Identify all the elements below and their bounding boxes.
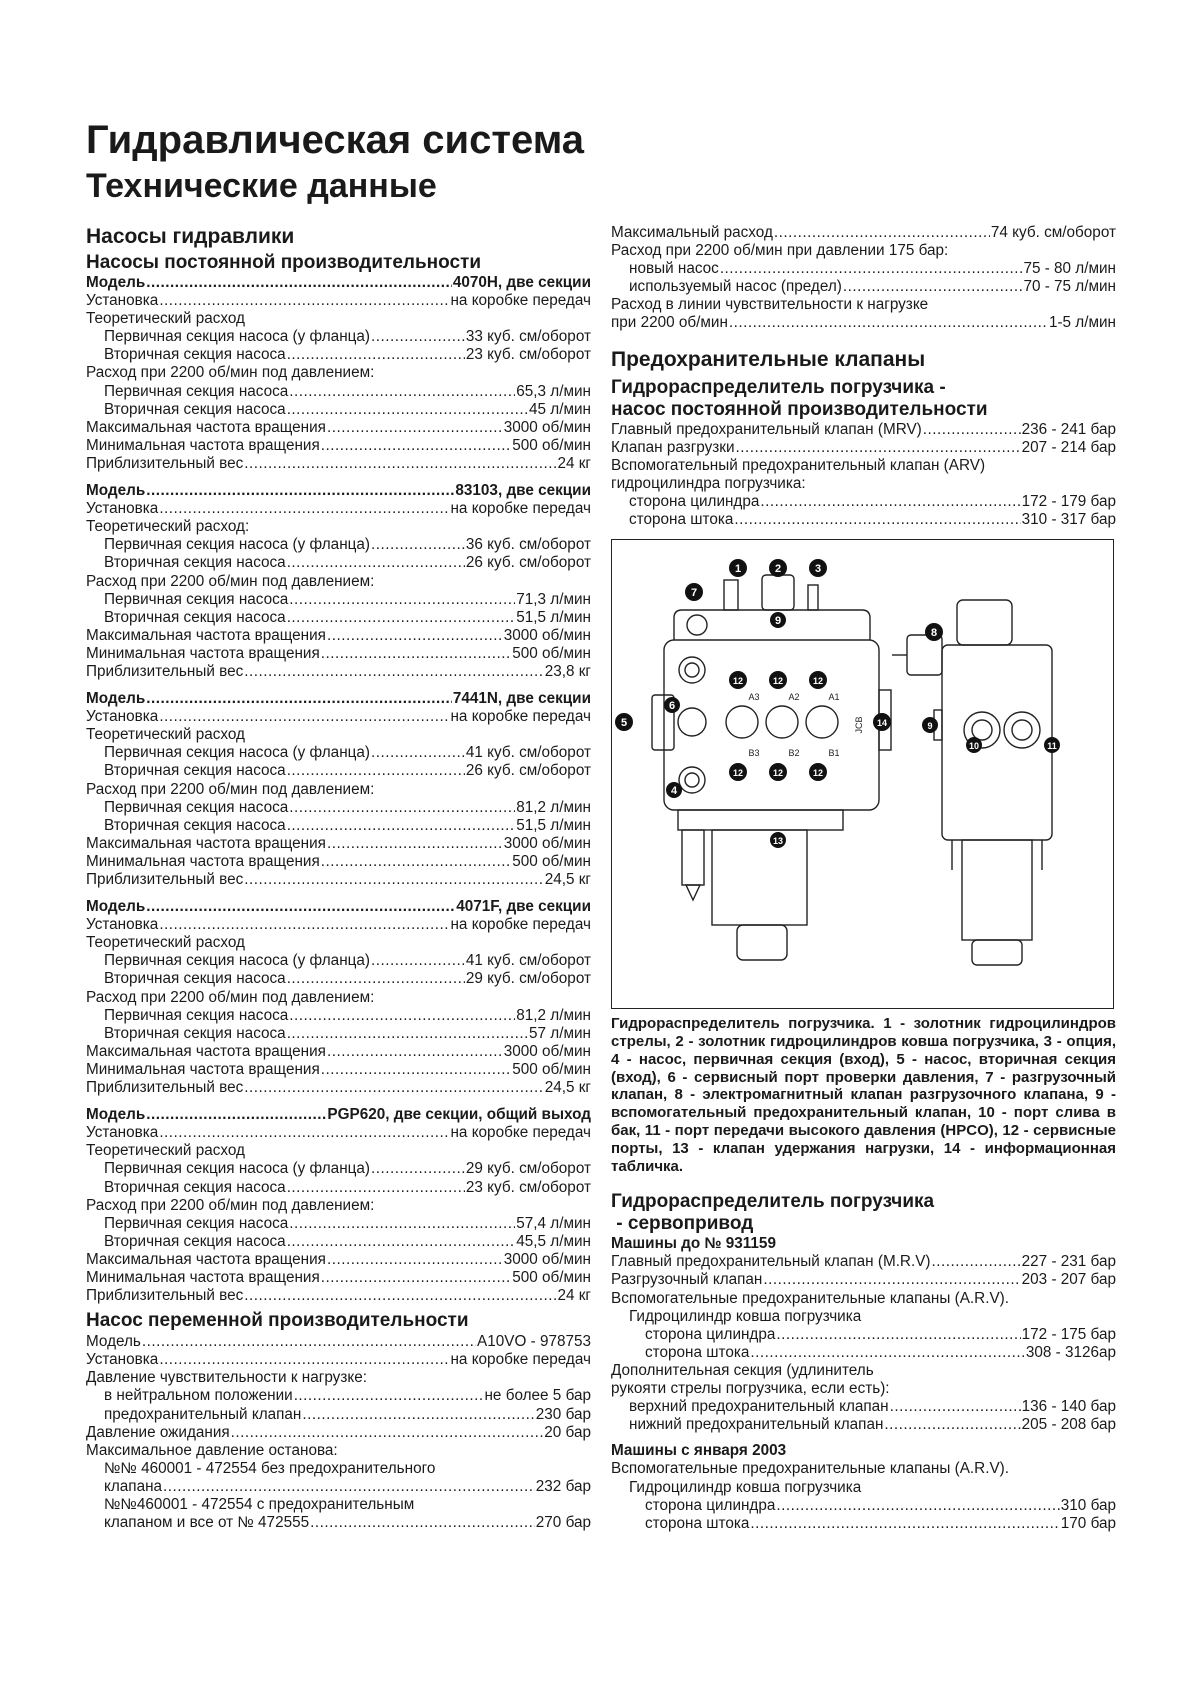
spec-label: Теоретический расход bbox=[86, 726, 245, 744]
spec-row: Модель ..... PGP620, две секции, общий выход bbox=[86, 1106, 591, 1124]
spec-row: Давление ожидания ..... 20 бар bbox=[86, 1424, 591, 1442]
callout-12: 12 bbox=[732, 768, 744, 779]
spec-row: Вторичная секция насоса ..... 51,5 л/мин bbox=[86, 817, 591, 835]
spec-row: Максимальная частота вращения ..... 3000 об/мин bbox=[86, 419, 591, 437]
spec-row: Первичная секция насоса (у фланца) ..... 33 куб. см/оборот bbox=[86, 328, 591, 346]
callout-10: 10 bbox=[968, 741, 980, 752]
spec-row: сторона штока ..... 170 бар bbox=[611, 1515, 1116, 1533]
spec-row: Клапан разгрузки ..... 207 - 214 бар bbox=[611, 439, 1116, 457]
spec-row: Вторичная секция насоса ..... 29 куб. см/оборот bbox=[86, 970, 591, 988]
spec-row: при 2200 об/мин ..... 1-5 л/мин bbox=[611, 314, 1116, 332]
spec-row: Установка ..... на коробке передач bbox=[86, 292, 591, 310]
spec-row: новый насос ..... 75 - 80 л/мин bbox=[611, 260, 1116, 278]
spec-label: Гидроцилиндр ковша погрузчика bbox=[629, 1307, 862, 1325]
callout-12: 12 bbox=[772, 768, 784, 779]
callout-12: 12 bbox=[812, 768, 824, 779]
port-label: B3 bbox=[748, 748, 760, 759]
spec-row: Установка ..... на коробке передач bbox=[86, 500, 591, 518]
callout-5: 5 bbox=[620, 717, 628, 730]
callout-12: 12 bbox=[812, 676, 824, 687]
spec-row: Приблизительный вес ..... 23,8 кг bbox=[86, 663, 591, 681]
spec-label: №№460001 - 472554 с предохранительным bbox=[104, 1496, 415, 1513]
spec-row: нижний предохранительный клапан ..... 205 - 208 бар bbox=[611, 1416, 1116, 1434]
spec-row: клапана ..... 232 бар bbox=[86, 1478, 591, 1496]
spec-label: Теоретический расход bbox=[86, 934, 245, 952]
machines-note: Машины до № 931159 bbox=[611, 1235, 776, 1253]
spec-row: Приблизительный вес ..... 24,5 кг bbox=[86, 1079, 591, 1097]
callout-6: 6 bbox=[668, 700, 676, 713]
section-pumps-heading: Насосы гидравлики bbox=[86, 225, 295, 248]
spec-row: верхний предохранительный клапан ..... 136 - 140 бар bbox=[611, 1398, 1116, 1416]
spec-row: Первичная секция насоса ..... 71,3 л/мин bbox=[86, 591, 591, 609]
left-column bbox=[86, 224, 591, 1532]
spec-row: Разгрузочный клапан ..... 203 - 207 бар bbox=[611, 1271, 1116, 1289]
spec-label: Вспомогательные предохранительные клапаны (A.R.V). bbox=[611, 1289, 1009, 1307]
callout-11: 11 bbox=[1047, 741, 1057, 752]
relief-valves-heading: Предохранительные клапаны bbox=[611, 347, 926, 371]
spec-row: сторона штока ..... 310 - 317 бар bbox=[611, 511, 1116, 529]
spec-row: Вторичная секция насоса ..... 26 куб. см/оборот bbox=[86, 762, 591, 780]
spec-row: сторона цилиндра ..... 172 - 175 бар bbox=[611, 1326, 1116, 1344]
spec-label: №№ 460001 - 472554 без предохранительного bbox=[104, 1459, 436, 1477]
port-label: A2 bbox=[788, 692, 800, 703]
spec-label: Расход при 2200 об/мин под давлением: bbox=[86, 364, 375, 382]
spec-row: Вторичная секция насоса ..... 23 куб. см/оборот bbox=[86, 1179, 591, 1197]
spec-row: Первичная секция насоса ..... 65,3 л/мин bbox=[86, 383, 591, 401]
spec-label: Давление чувствительности к нагрузке: bbox=[86, 1369, 367, 1387]
valve-diagram bbox=[611, 539, 1114, 1009]
pump-model-block bbox=[86, 898, 591, 1097]
spec-label: гидроцилиндра погрузчика: bbox=[611, 474, 806, 492]
spec-row: Модель ..... 83103, две секции bbox=[86, 482, 591, 500]
spec-row: Вторичная секция насоса ..... 45 л/мин bbox=[86, 401, 591, 419]
spec-row: Приблизительный вес ..... 24 кг bbox=[86, 455, 591, 473]
servo-heading: Гидрораспределитель погрузчика - сервопривод bbox=[611, 1191, 935, 1235]
callout-7: 7 bbox=[690, 587, 698, 600]
spec-row: в нейтральном положении ..... не более 5 бар bbox=[86, 1387, 591, 1405]
spec-row: Установка ..... на коробке передач bbox=[86, 708, 591, 726]
callout-12: 12 bbox=[732, 676, 744, 687]
spec-row: используемый насос (предел) ..... 70 - 75 л/мин bbox=[611, 278, 1116, 296]
callout-9: 9 bbox=[774, 615, 782, 628]
spec-label: Максимальное давление останова: bbox=[86, 1441, 338, 1459]
spec-row: Первичная секция насоса (у фланца) ..... 41 куб. см/оборот bbox=[86, 952, 591, 970]
spec-row: Первичная секция насоса ..... 57,4 л/мин bbox=[86, 1215, 591, 1233]
spec-row: сторона штока ..... 308 - 3126ар bbox=[611, 1344, 1116, 1362]
spec-row: Минимальная частота вращения ..... 500 об/мин bbox=[86, 1269, 591, 1287]
port-label: A1 bbox=[828, 692, 840, 703]
pump-models bbox=[86, 274, 591, 1305]
callout-3: 3 bbox=[814, 563, 822, 576]
spec-label: Теоретический расход bbox=[86, 1142, 245, 1160]
spec-row: Минимальная частота вращения ..... 500 об/мин bbox=[86, 1061, 591, 1079]
page-title: Гидравлическая система bbox=[86, 118, 585, 162]
spec-row: Главный предохранительный клапан (MRV) ..... 236 - 241 бар bbox=[611, 421, 1116, 439]
spec-label: рукояти стрелы погрузчика, если есть): bbox=[611, 1380, 890, 1398]
right-column bbox=[611, 224, 1116, 1533]
spec-row: Максимальная частота вращения ..... 3000 об/мин bbox=[86, 1251, 591, 1269]
pump-model-block bbox=[86, 274, 591, 473]
spec-row: Установка ..... на коробке передач bbox=[86, 1124, 591, 1142]
plate-text: JCB bbox=[854, 716, 864, 734]
spec-row: Вторичная секция насоса ..... 26 куб. см/оборот bbox=[86, 554, 591, 572]
port-label: B1 bbox=[828, 748, 840, 759]
spec-row: клапаном и все от № 472555 ..... 270 бар bbox=[86, 1514, 591, 1532]
spec-row: сторона цилиндра ..... 310 бар bbox=[611, 1497, 1116, 1515]
spec-label: Теоретический расход bbox=[86, 310, 245, 328]
spec-row: Модель ..... 7441N, две секции bbox=[86, 690, 591, 708]
spec-label: Гидроцилиндр ковша погрузчика bbox=[629, 1478, 862, 1496]
spec-label: Расход при 2200 об/мин под давлением: bbox=[86, 988, 375, 1006]
spec-label: Расход при 2200 об/мин под давлением: bbox=[86, 1196, 375, 1214]
callout-4: 4 bbox=[670, 785, 678, 798]
pump-model-block bbox=[86, 482, 591, 681]
callout-1: 1 bbox=[734, 563, 742, 576]
callout-12: 12 bbox=[772, 676, 784, 687]
spec-row: Минимальная частота вращения ..... 500 об/мин bbox=[86, 645, 591, 663]
spec-row: Максимальная частота вращения ..... 3000 об/мин bbox=[86, 1043, 591, 1061]
spec-label: Расход при 2200 об/мин при давлении 175 бар: bbox=[611, 242, 949, 260]
spec-label: Расход при 2200 об/мин под давлением: bbox=[86, 780, 375, 798]
spec-row: Вторичная секция насоса ..... 45,5 л/мин bbox=[86, 1233, 591, 1251]
spec-row: сторона цилиндра ..... 172 - 179 бар bbox=[611, 493, 1116, 511]
spec-row: Минимальная частота вращения ..... 500 об/мин bbox=[86, 437, 591, 455]
pump-model-block bbox=[86, 1106, 591, 1305]
callout-2: 2 bbox=[774, 563, 782, 576]
spec-row: Установка ..... на коробке передач bbox=[86, 1351, 591, 1369]
pump-model-block bbox=[86, 690, 591, 889]
spec-label: Теоретический расход: bbox=[86, 518, 250, 536]
port-label: A3 bbox=[748, 692, 760, 703]
page-subtitle: Технические данные bbox=[86, 167, 437, 205]
spec-row: предохранительный клапан ..... 230 бар bbox=[86, 1406, 591, 1424]
callout-8: 8 bbox=[930, 627, 938, 640]
spec-row: Первичная секция насоса ..... 81,2 л/мин bbox=[86, 1007, 591, 1025]
valve-drawing bbox=[612, 540, 1112, 1007]
spec-row: Вторичная секция насоса ..... 23 куб. см/оборот bbox=[86, 346, 591, 364]
spec-row: Главный предохранительный клапан (M.R.V) ..... 227 - 231 бар bbox=[611, 1253, 1116, 1271]
spec-row: Вторичная секция насоса ..... 57 л/мин bbox=[86, 1025, 591, 1043]
spec-row: Первичная секция насоса (у фланца) ..... 41 куб. см/оборот bbox=[86, 744, 591, 762]
port-label: B2 bbox=[788, 748, 800, 759]
spec-row: Модель ..... 4071F, две секции bbox=[86, 898, 591, 916]
spec-row: Модель ..... 4070H, две секции bbox=[86, 274, 591, 292]
spec-row: Максимальная частота вращения ..... 3000 об/мин bbox=[86, 627, 591, 645]
spec-row: Первичная секция насоса (у фланца) ..... 29 куб. см/оборот bbox=[86, 1160, 591, 1178]
spec-row: Минимальная частота вращения ..... 500 об/мин bbox=[86, 853, 591, 871]
spec-row: Установка ..... на коробке передач bbox=[86, 916, 591, 934]
spec-row: Приблизительный вес ..... 24,5 кг bbox=[86, 871, 591, 889]
callout-13: 13 bbox=[772, 836, 784, 847]
section-fixed-heading: Насосы постоянной производительности bbox=[86, 252, 482, 273]
spec-row: Модель ..... A10VO - 978753 bbox=[86, 1333, 591, 1351]
spec-row: Максимальная частота вращения ..... 3000 об/мин bbox=[86, 835, 591, 853]
relief-sub-heading: Гидрораспределитель погрузчика - насос постоянной производительности bbox=[611, 376, 988, 420]
spec-label: Вспомогательные предохранительные клапаны (A.R.V). bbox=[611, 1460, 1009, 1478]
figure-caption: Гидрораспределитель погрузчика. 1 - золотник гидроцилиндров стрелы, 2 - золотник гидроцилиндров ковша погрузчика, 3 - опция, 4 - насос, первичная секция (вход), 5 - насос, вторичная секция (вход), 6 - сервисный порт проверки давления, 7 - разгрузочный клапан, 8 - электромагнитный клапан разгрузочного клапана, 9 - вспомогательный предохранительный клапан, 10 - порт слива в бак, 11 - порт передачи высокого давления (HPCO), 12 - сервисные порты, 13 - клапан удержания нагрузки, 14 - информационная табличка. bbox=[611, 1015, 1116, 1175]
spec-label: Вспомогательный предохранительный клапан (ARV) bbox=[611, 456, 986, 474]
spec-label: Дополнительная секция (удлинитель bbox=[611, 1361, 874, 1379]
spec-row: Вторичная секция насоса ..... 51,5 л/мин bbox=[86, 609, 591, 627]
machines-note: Машины с января 2003 bbox=[611, 1442, 787, 1460]
spec-label: Расход в линии чувствительности к нагрузке bbox=[611, 296, 929, 314]
spec-row: Приблизительный вес ..... 24 кг bbox=[86, 1287, 591, 1305]
spec-label: Расход при 2200 об/мин под давлением: bbox=[86, 572, 375, 590]
spec-row: Первичная секция насоса ..... 81,2 л/мин bbox=[86, 799, 591, 817]
variable-pump-heading: Насос переменной производительности bbox=[86, 1310, 469, 1332]
spec-row: Первичная секция насоса (у фланца) ..... 36 куб. см/оборот bbox=[86, 536, 591, 554]
callout-9: 9 bbox=[927, 721, 933, 732]
callout-14: 14 bbox=[876, 718, 888, 729]
spec-row: Максимальный расход ..... 74 куб. см/оборот bbox=[611, 224, 1116, 242]
